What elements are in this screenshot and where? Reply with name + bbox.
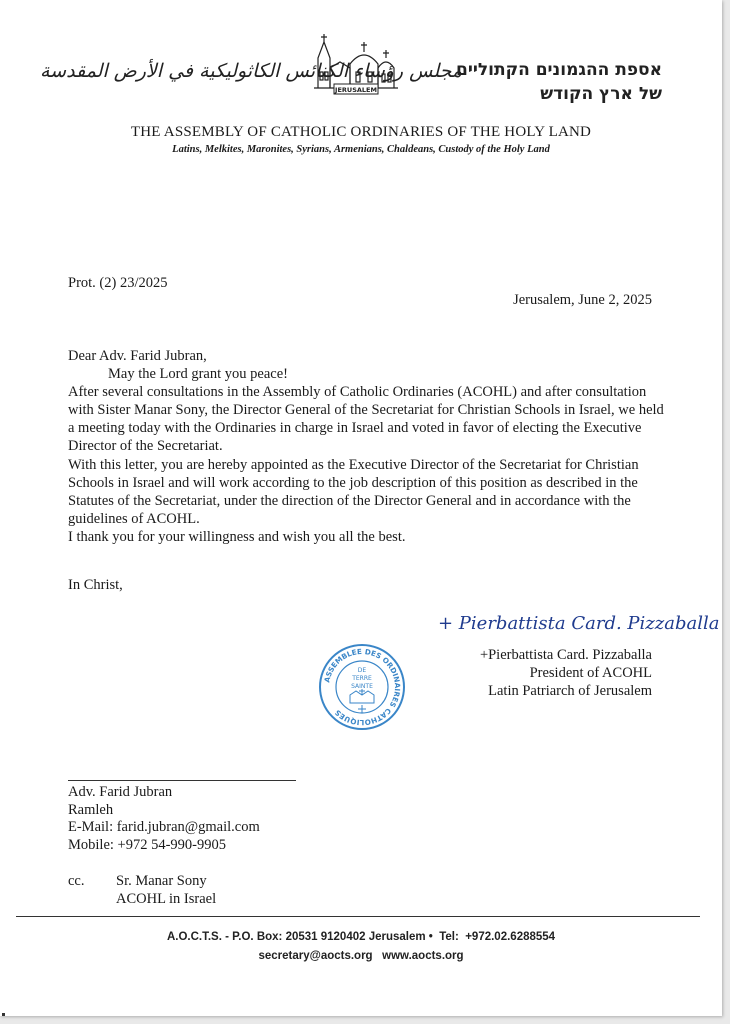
seal-inner-text-1: DE	[357, 667, 367, 674]
footer	[0, 928, 722, 966]
seal-outer-text: ASSEMBLEE DES ORDINAIRES CATHOLIQUES	[322, 646, 403, 728]
signatory-title-1: President of ACOHL	[529, 665, 652, 681]
address-divider	[68, 780, 296, 781]
seal-inner-text-3: SAINTE	[351, 683, 373, 690]
paragraph-2: With this letter, you are hereby appointed as the Executive Director of the Secretariat for Christian Schools in Israel and will work according to the job description of this position as described in the Statutes of the Secretariat, under the direction of the Director General and in accordance with the guidelines of ACOHL.	[68, 456, 639, 527]
recipient-address	[68, 784, 260, 854]
seal-inner-text-2: TERRE	[352, 675, 372, 682]
logo-caption: JERUSALEM	[335, 86, 377, 94]
protocol-number: Prot. (2) 23/2025	[68, 275, 168, 291]
handwritten-signature: + Pierbattista Card. Pizzaballa	[438, 613, 720, 634]
hebrew-line-1: אספת ההגמונים הקתוליים	[456, 60, 662, 80]
recipient-name: Adv. Farid Jubran	[68, 784, 173, 800]
greeting: May the Lord grant you peace!	[108, 366, 288, 383]
official-seal	[318, 643, 406, 731]
recipient-email: E-Mail: farid.jubran@gmail.com	[68, 819, 260, 835]
scan-speck	[2, 1013, 5, 1016]
salutation: Dear Adv. Farid Jubran,	[68, 348, 207, 364]
cc-name-2: ACOHL in Israel	[116, 891, 217, 907]
signatory-title-2: Latin Patriarch of Jerusalem	[488, 683, 652, 699]
cc-recipients	[116, 872, 216, 908]
recipient-mobile: Mobile: +972 54-990-9905	[68, 836, 226, 853]
footer-contact: secretary@aocts.org www.aocts.org	[258, 950, 464, 962]
arabic-org-name: مجلس رؤساء الكنائس الكاثوليكية في الأرض المقدسة	[40, 60, 463, 82]
hebrew-line-2: של ארץ הקודש	[540, 84, 662, 104]
hebrew-org-name	[456, 58, 662, 106]
cc-label: cc.	[68, 873, 85, 889]
footer-address: A.O.C.T.S. - P.O. Box: 20531 9120402 Jerusalem • Tel: +972.02.6288554	[166, 931, 556, 943]
footer-divider	[16, 916, 700, 917]
recipient-city: Ramleh	[68, 801, 114, 818]
letter-date: Jerusalem, June 2, 2025	[513, 292, 652, 308]
signature-block	[480, 646, 652, 700]
paragraph-3: I thank you for your willingness and wish you all the best.	[68, 528, 406, 545]
letter-body	[68, 347, 668, 546]
paragraph-1: After several consultations in the Assembly of Catholic Ordinaries (ACOHL) and after consultation with Sister Manar Sony, the Director General of the Secretariat for Christian Schools in Israel, we held a meeting today with the Ordinaries in charge in Israel and voted in favor of electing the Executive Director of the Secretariat.	[68, 384, 664, 455]
signatory-name: +Pierbattista Card. Pizzaballa	[479, 647, 652, 663]
org-title: THE ASSEMBLY OF CATHOLIC ORDINARIES OF THE HOLY LAND	[130, 124, 592, 140]
org-subtitle: Latins, Melkites, Maronites, Syrians, Armenians, Chaldeans, Custody of the Holy Land	[172, 144, 550, 155]
jerusalem-logo	[306, 28, 406, 96]
closing: In Christ,	[68, 577, 123, 593]
cc-name-1: Sr. Manar Sony	[116, 873, 207, 889]
